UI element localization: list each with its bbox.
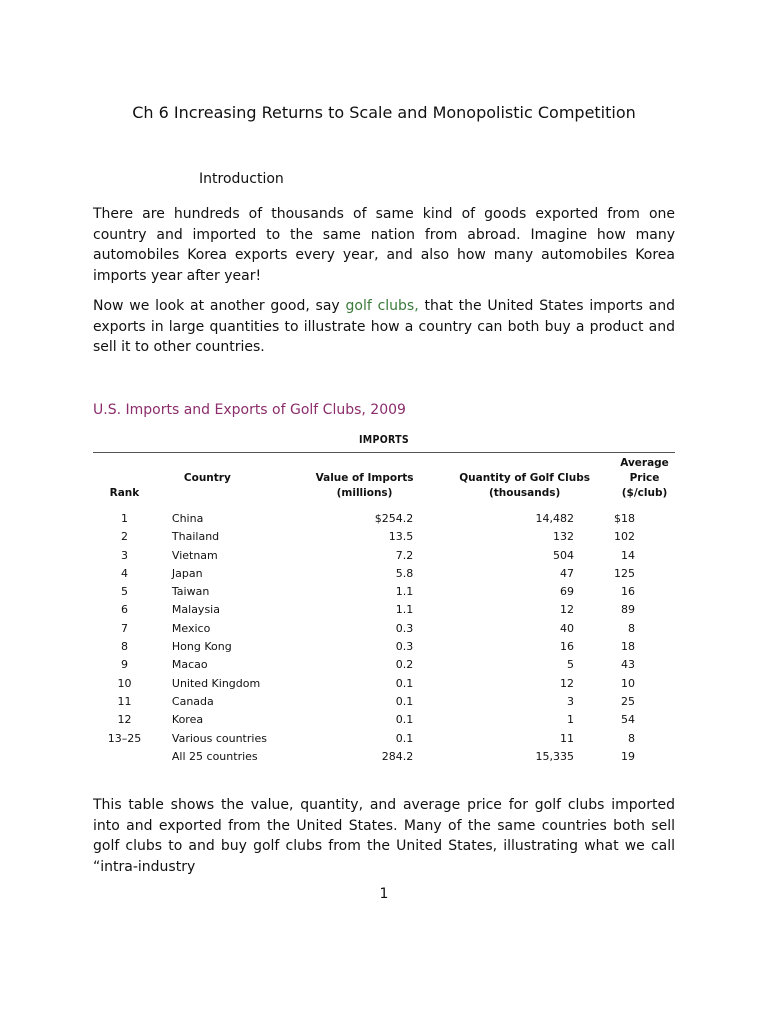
cell-price: $18 [614,512,635,525]
table-row [93,528,675,546]
table-header-row [93,456,675,510]
cell-quantity: 69 [560,585,574,599]
cell-quantity: 15,335 [535,749,574,763]
table-top-rule [93,452,675,453]
cell-rank: 9 [120,658,128,672]
paragraph-2-end: that the United States imports and exports in large quantities to illustrate how a country can both buy a product and sell it to other countries. [93,298,675,355]
cell-quantity: 11 [560,731,574,745]
cell-rank: 6 [120,603,128,617]
cell-rank: 7 [120,621,128,635]
cell-rank: 2 [120,530,128,544]
cell-rank: 10 [117,676,132,690]
cell-country: All 25 countries [171,749,258,763]
table-row [93,620,675,638]
cell-rank: 12 [117,713,132,727]
cell-value: 7.2 [395,548,414,562]
cell-price: 8 [628,621,635,635]
header-quantity [435,456,614,510]
cell-price: 16 [621,585,635,599]
cell-quantity: 47 [560,566,574,580]
cell-rank: 1 [120,512,128,525]
cell-country: Canada [171,694,214,708]
cell-quantity: 12 [560,676,574,690]
header-country [156,456,294,510]
table-row [93,748,675,766]
table-row [93,547,675,565]
header-value-line2: (millions) [336,487,393,499]
cell-price: 25 [621,694,635,708]
cell-country: Taiwan [171,585,210,599]
cell-country: China [171,512,204,525]
imports-table [93,456,675,766]
cell-price: 102 [614,530,635,544]
section-title: U.S. Imports and Exports of Golf Clubs, 2009 [93,402,406,418]
header-qty-line1: Quantity of Golf Clubs [459,472,590,484]
table-row [93,711,675,729]
cell-quantity: 504 [553,548,574,562]
cell-quantity: 12 [560,603,574,617]
header-price-line1: Average Price [620,457,669,484]
cell-rank: 3 [120,548,128,562]
table-row [93,675,675,693]
cell-value: 0.1 [395,676,414,690]
cell-value: 13.5 [388,530,414,544]
table-row [93,583,675,601]
cell-country: Macao [171,658,208,672]
cell-country: Various countries [171,731,267,745]
cell-rank [93,748,156,766]
cell-price: 10 [621,676,635,690]
cell-quantity: 1 [567,713,574,727]
golf-clubs-highlight: golf clubs, [345,298,419,314]
cell-price: 89 [621,603,635,617]
paragraph-3: This table shows the value, quantity, and average price for golf clubs imported into and exported from the United States. Many of the same countries both sell golf clubs to and buy golf clubs from the United States, illustrating what we call “intra-industry [93,797,675,875]
paragraph-2 [93,296,675,358]
cell-value: $254.2 [374,512,414,525]
cell-quantity: 40 [560,621,574,635]
cell-country: Hong Kong [171,640,232,654]
table-row [93,656,675,674]
cell-quantity: 16 [560,640,574,654]
cell-value: 284.2 [381,749,414,763]
header-rank: Rank [109,487,140,499]
cell-rank: 5 [120,585,128,599]
table-row [93,601,675,619]
intro-heading: Introduction [199,171,284,187]
table-row [93,565,675,583]
header-country-label: Country [183,472,231,484]
cell-quantity: 5 [567,658,574,672]
cell-price: 43 [621,658,635,672]
cell-value: 1.1 [395,585,414,599]
table-row [93,510,675,528]
cell-value: 0.2 [395,658,414,672]
cell-country: Korea [171,713,204,727]
table-row [93,730,675,748]
cell-country: Vietnam [171,548,218,562]
paragraph-2-start: Now we look at another good, say [93,298,346,314]
header-price-line2: ($/club) [621,487,668,499]
header-value [294,456,435,510]
cell-value: 1.1 [395,603,414,617]
header-value-line1: Value of Imports [315,472,414,484]
cell-price: 125 [614,566,635,580]
table-caption: IMPORTS [358,434,410,446]
cell-price: 14 [621,548,635,562]
table-row [93,693,675,711]
cell-rank: 4 [120,566,128,580]
cell-price: 54 [621,713,635,727]
paragraph-1: There are hundreds of thousands of same kind of goods exported from one country and imported to the same nation from abroad. Imagine how many automobiles Korea exports every year, and also how many automobiles Korea imports year after year! [93,206,675,284]
cell-value: 0.1 [395,731,414,745]
page-number: 1 [379,886,389,902]
cell-quantity: 14,482 [535,512,574,525]
page-title: Ch 6 Increasing Returns to Scale and Monopolistic Competition [132,103,636,122]
cell-price: 18 [621,640,635,654]
cell-value: 0.1 [395,694,414,708]
cell-rank: 8 [120,640,128,654]
cell-value: 5.8 [395,566,414,580]
cell-country: Malaysia [171,603,220,617]
cell-value: 0.1 [395,713,414,727]
cell-rank: 13–25 [107,731,142,745]
header-price [614,456,675,510]
cell-country: Japan [171,566,203,580]
cell-value: 0.3 [395,640,414,654]
header-qty-line2: (thousands) [488,487,561,499]
cell-price: 8 [628,731,635,745]
table-row [93,638,675,656]
cell-quantity: 3 [567,694,574,708]
cell-country: Thailand [171,530,220,544]
cell-value: 0.3 [395,621,414,635]
cell-quantity: 132 [553,530,574,544]
cell-rank: 11 [117,694,132,708]
cell-price: 19 [621,749,635,763]
cell-country: United Kingdom [171,676,261,690]
cell-country: Mexico [171,621,211,635]
